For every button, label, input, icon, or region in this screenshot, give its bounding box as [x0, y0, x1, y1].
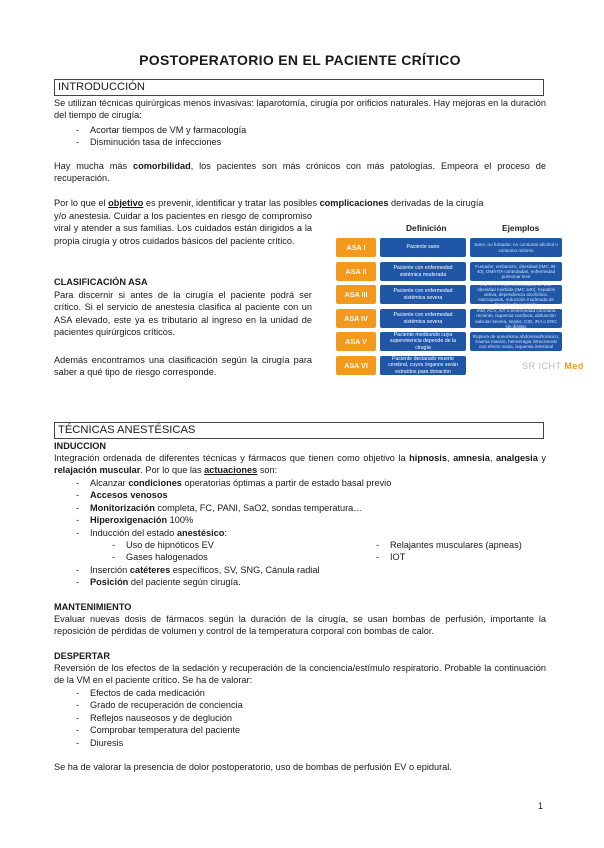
- text: es prevenir, identificar y tratar las posibles: [143, 198, 320, 208]
- asa-paragraph: Para discernir si antes de la cirugía el paciente podrá ser crítico. Si el servicio de anestesia clasifica al paciente con un ASA elevado, este ya es tributario al ingreso en la unidad de pacientes quirúrgicos críticos.: [54, 290, 312, 338]
- list-item: - Acortar tiempos de VM y farmacología: [54, 124, 546, 136]
- text: ,: [446, 453, 454, 463]
- text: completa, FC, PANI, SaO2, sondas temperatura…: [154, 502, 363, 513]
- list-item: - Reflejos nauseosos y de deglución: [54, 712, 546, 724]
- page-number: 1: [538, 801, 544, 811]
- asa-definition: Paciente con enfermedad sistémica severa: [380, 309, 466, 328]
- list-item: - Gases halogenados: [54, 551, 354, 563]
- sublist-col-left: [54, 539, 354, 564]
- asa-example: Ruptura de aneurisma abdominal/torácico, trauma masivo, hemorragia intracraneal con efecto masa, isquemia intestinal: [470, 332, 562, 351]
- intro-paragraph-3: [54, 197, 546, 209]
- text: :: [224, 527, 227, 538]
- logo-text: ICHT: [538, 361, 562, 371]
- list-item: - Comprobar temperatura del paciente: [54, 724, 546, 736]
- text: operatorias óptimas a partir de estado basal previo: [181, 478, 392, 488]
- bold-text: comorbilidad: [133, 161, 191, 171]
- page-title: POSTOPERATORIO EN EL PACIENTE CRÍTICO: [139, 52, 461, 68]
- bold-text: relajación muscular: [54, 465, 141, 476]
- text: y: [537, 453, 546, 463]
- bold-text: actuaciones: [204, 465, 258, 476]
- text: Alcanzar: [90, 478, 129, 488]
- list-item: - Efectos de cada medicación: [54, 687, 546, 699]
- intro-list: [54, 124, 546, 149]
- bold-text: Posición: [90, 577, 129, 588]
- asa-definition: Paciente con enfermedad sistémica severa: [380, 285, 466, 304]
- mantenimiento-paragraph: Evaluar nuevas dosis de fármacos según la duración de la cirugía, se usan bombas de perfusión, importante la reposición de pérdidas de volumen y control de la temperatura corporal con bombas de calor.: [54, 614, 546, 637]
- list-item: [54, 514, 546, 526]
- induccion-list: [54, 477, 546, 539]
- induccion-paragraph: [54, 452, 546, 477]
- despertar-list: [54, 687, 546, 749]
- text: Inserción: [90, 565, 130, 575]
- bold-text: Hiperoxigenación: [90, 515, 168, 526]
- list-item: [54, 477, 546, 489]
- induccion-heading: INDUCCION: [54, 441, 107, 451]
- text: . Por lo que las: [140, 465, 205, 476]
- asa-label: ASA II: [336, 262, 376, 281]
- induccion-list-2: [54, 564, 546, 589]
- text: ,: [489, 453, 496, 463]
- asa-col-definicion: Definición: [406, 223, 447, 233]
- text: Hay mucha más: [54, 161, 133, 171]
- despertar-paragraph: Reversión de los efectos de la sedación y recuperación de la conciencia/estímulo respiratorio. Probable la continuación de la VM en el paciente crítico. Se ha de valorar:: [54, 663, 546, 686]
- text: Por lo que el: [54, 198, 109, 208]
- asa-heading: CLASIFICACIÓN ASA: [54, 277, 148, 287]
- text: 100%: [167, 515, 194, 526]
- list-item: [54, 489, 546, 501]
- mantenimiento-heading: MANTENIMIENTO: [54, 602, 132, 612]
- sublist-col-right: [318, 539, 546, 564]
- final-paragraph: Se ha de valorar la presencia de dolor postoperatorio, uso de bombas de perfusión EV o epidural.: [54, 762, 452, 772]
- bold-text: catéteres: [129, 565, 171, 575]
- section-heading-introduccion: INTRODUCCIÓN: [54, 79, 544, 96]
- bold-text: Accesos venosos: [90, 490, 168, 501]
- asa-example: Sano, no fumador, no consume alcohol o consumo mínimo: [470, 238, 562, 257]
- text: Inducción del estado: [90, 527, 177, 538]
- asa-definition: Paciente moribundo cuya supervivencia depende de la cirugía: [380, 332, 466, 351]
- intro-paragraph-3b: y/o anestesia. Cuidar a los pacientes en riesgo de compromiso viral y atender a sus familias. Los cuidados están dirigidos a la propia cirugía y otros cuidados básicos del paciente crítico.: [54, 211, 312, 246]
- asa-col-ejemplos: Ejemplos: [502, 223, 540, 233]
- bold-text: objetivo: [108, 198, 144, 208]
- text: derivadas de la cirugía: [388, 198, 484, 208]
- intro-paragraph-1: Se utilizan técnicas quirúrgicas menos invasivas: laparotomía, cirugía por orificios naturales. Hay mejoras en la duración del tiempo de cirugía:: [54, 98, 546, 121]
- list-item: - Relajantes musculares (apneas): [318, 539, 546, 551]
- list-item: [54, 502, 546, 514]
- asa-definition: Paciente con enfermedad sistémica moderada: [380, 262, 466, 281]
- text: , los pacientes son más crónicos con más patologías. Empeora el proceso de recuperación.: [54, 161, 547, 184]
- asa-label: ASA VI: [336, 356, 376, 375]
- logo-text: SR: [522, 361, 536, 371]
- bold-text: amnesia: [453, 453, 490, 463]
- list-item: [54, 564, 546, 576]
- despertar-heading: DESPERTAR: [54, 651, 110, 661]
- asa-label: ASA V: [336, 332, 376, 351]
- text: específicos, SV, SNG, Cánula radial: [170, 565, 320, 575]
- brand-logo: [522, 360, 584, 372]
- asa-example: DM o HTA mal controladas, EPOC, obesidad mórbida (IMC ≥40), hepatitis activa, dependencia alcohólica, marcapasos, reducción moderada de fracción de eyección: [470, 285, 562, 304]
- list-item: - Diuresis: [54, 737, 546, 749]
- section-heading-tecnicas: TÉCNICAS ANESTÉSICAS: [54, 422, 544, 439]
- bold-text: Monitorización: [90, 502, 155, 513]
- asa-example: Fumador, embarazo, obesidad (IMC 30-40), DM/HTA controladas, enfermedad pulmonar leve: [470, 262, 562, 281]
- text: son:: [257, 465, 278, 476]
- asa-definition: Paciente sano: [380, 238, 466, 257]
- intro-paragraph-2: [54, 160, 546, 185]
- list-item: [54, 576, 546, 588]
- text: del paciente según cirugía.: [128, 577, 241, 588]
- bold-text: condiciones: [128, 478, 182, 488]
- asa-label: ASA IV: [336, 309, 376, 328]
- asa-label: ASA I: [336, 238, 376, 257]
- list-item: - Grado de recuperación de conciencia: [54, 699, 546, 711]
- bold-text: hipnosis: [409, 453, 447, 463]
- logo-text: Med: [564, 361, 584, 371]
- list-item: [54, 527, 546, 539]
- text: Integración ordenada de diferentes técnicas y fármacos que tienen como objetivo la: [54, 453, 410, 463]
- list-item: - IOT: [318, 551, 546, 563]
- list-item: - Uso de hipnóticos EV: [54, 539, 354, 551]
- asa-definition: Paciente declarado muerte cerebral, cuyos órganos serán extraídos para donación: [380, 356, 466, 375]
- bold-text: complicaciones: [319, 198, 389, 208]
- bold-text: analgesia: [495, 453, 538, 463]
- asa-label: ASA III: [336, 285, 376, 304]
- bold-text: anestésico: [176, 527, 225, 538]
- asa-paragraph-2: Además encontramos una clasificación según la cirugía para saber a qué tipo de riesgo corresponde.: [54, 355, 312, 378]
- list-item: - Disminución tasa de infecciones: [54, 136, 546, 148]
- asa-example: IAM, ACV, AIT o enfermedad coronaria reciente, isquemia cardíaca, disfunción valvular severa, sepsis, CID, IRA o ERC sin diálisis: [470, 309, 562, 328]
